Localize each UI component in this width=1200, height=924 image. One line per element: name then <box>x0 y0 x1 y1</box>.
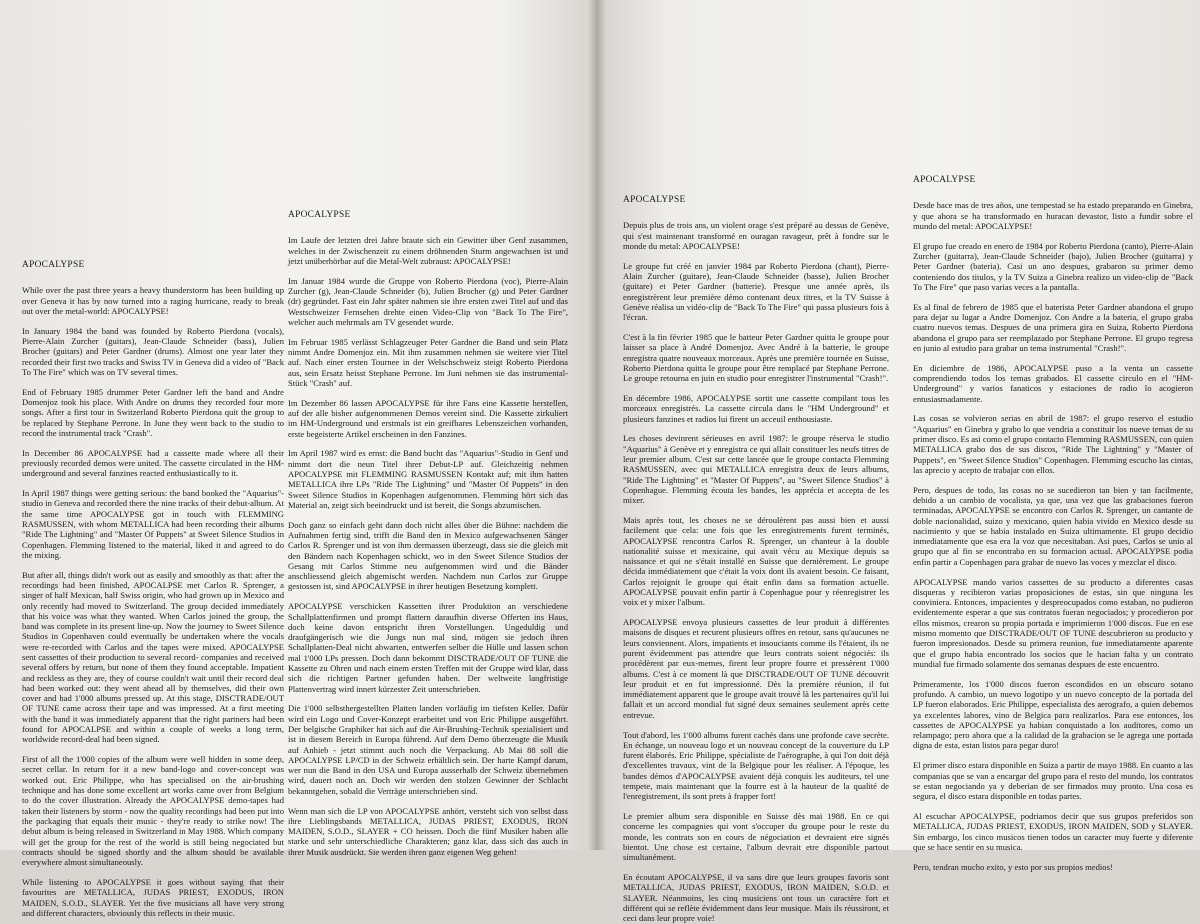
paragraph: El primer disco estara disponible en Suiza a partir de mayo 1988. En cuanto a las companias que se van a encargar del grupo para el resto del mundo, los contratos se estan negociando ya y deberian de ser firmados muy pronto. Una cosa es segura, el disco estara disponible en todas partes. <box>913 760 1193 802</box>
paragraph: Im Laufe der letzten drei Jahre braute sich ein Gewitter über Genf zusammen, welches in der Zwischenzeit zu einem dröhnenden Sturm angewachsen ist und jetzt unüberhörbar auf die Metal-Welt zubraust: APOCALYPSE! <box>288 235 568 266</box>
paragraph: Depuis plus de trois ans, un violent orage s'est préparé au dessus de Genève, qui s'est maintenant transformé en ouragan ravageur, prêt à fondre sur le monde du metal: APOCALYPSE! <box>623 220 889 251</box>
paragraph: In April 1987 things were getting serious: the band booked the "Aquarius"-studio in Geneva and recorded there the nine tracks of their debut-album. At the same time APOCALYPSE got in touch with FLEMMING RASMUSSEN, with whom METALLICA had been recording their albums "Ride The Lightning" and "Master Of Puppets" at Sweet Silence Studios in Copenhagen. Flemming listened to the material, liked it and agreed to do the mixing. <box>22 488 284 560</box>
paragraph: First of all the 1'000 copies of the album were well hidden in some deep, secret cellar. In return for it a new band-logo and cover-concept was worked out. Eric Philippe, who has specialised on the air-brushing technique and has done some excellent art works came over from Belgium to do the cover illustration. Already the APOCALYPSE demo-tapes had taken their listeners by storm - now the quality recordings had been put into the packaging that equals their music - they're ready to strike now! The debut album is being released in Switzerland in May 1988. Which company will get the group for the rest of the world is still being negociated but contracts should be signed shortly and the album should be available everywhere almost simultaneously. <box>22 754 284 868</box>
paragraph: In January 1984 the band was founded by Roberto Pierdona (vocals), Pierre-Alain Zurcher (guitars), Jean-Claude Schneider (bass), Julien Brocher (guitars) and Peter Gardner (drums). Almost one year later they recorded their first two tracks and Swiss TV in Geneva did a video of "Back To The Fire" which was on TV several times. <box>22 325 284 377</box>
paragraph: Im April 1987 wird es ernst: die Band bucht das "Aquarius"-Studio in Genf und nimmt dort die neun Titel ihrer Debut-LP auf. Gleichzeitig nehmen APOCALYPSE mit FLEMMING RASMUSSEN Kontakt auf; mit ihm hatten METALLICA ihre LPs "Ride The Lightning" und "Master Of Puppets" in den Sweet Silence Studios in Kopenhagen aufgenommen. Flemming hört sich das Material an, zeigt sich beeindruckt und ist bereit, die Songs abzumischen. <box>288 448 568 510</box>
paragraph: While listening to APOCALYPSE it goes without saying that their favourites are METALLICA, JUDAS PRIEST, EXODUS, IRON MAIDEN, S.O.D., SLAYER. Yet the five musicians all have very strong and different characters, obviously this reflects in their music. <box>22 876 284 918</box>
paragraph: Primeramente, los 1'000 discos fueron escondidos en un obscuro sotano profundo. A cambio, un nuevo logotipo y un nuevo concepto de la portada del LP fueron elaborados. Eric Philippe, especialista des aerografo, a quien debemos ya excelentes labores, vino de Belgica para realizarlos. Para ese entonces, los cassettes de APOCALYPSE ya habian conquistado a los auditores, como un relampago; pero ahora que a la calidad de la grabacion se le agrega une portada digna de esta, estan listos para pegar duro! <box>913 678 1193 751</box>
paragraph: APOCALYPSE envoya plusieurs cassettes de leur produit à différentes maisons de disques et recurent plusieurs offres en retour, sans qu'aucunes ne leurs conviennent. Alors, impatients et insouciants comme ils l'étaient, ils ne purent évidemment pas attendre que leurs contrats soient négociés: ils procédèrent par eux-memes, firent leur propre fourre et pressèrent 1'000 albums. C'est à ce moment là que DISCTRADE/OUT OF TUNE découvrit leur produit et en fut impressionné. Dès la première réunion, il fut immédiatement apparent que le groupe avait trouvé là les partenaires qu'il lui fallait et un accord mondial fut signé deux semaines seulement après cette entrevue. <box>623 617 889 720</box>
paragraph: En décembre 1986, APOCALYPSE sortit une cassette compilant tous les morceaux enregistrés. La cassette circula dans le "HM Underground" et plusieurs fanzines et radios lui firent un acceuil enthousiaste. <box>623 392 889 424</box>
column-title: APOCALYPSE <box>22 260 85 270</box>
paragraph: Pero, despues de todo, las cosas no se sucedieron tan bien y tan facilmente, debido a un cambio de vocalista, ya que, una vez que las grabaciones fueron terminadas, APOCALYPSE se encontro con Carlos R. Sprenger, un cantante de doble nacionalidad, suizo y mexicano, quien habia vivido en Mexico desde su nacimiento y que se habia instalado en Suiza ultimamente. El grupo decidio inmediatamente que esa era la voz que necesitaban. Asi pues, Carlos se unio al grupo que al fin se encontraba en su formacion actual. APOCALYPSE podia enfin partir a Copenhagen para grabar de nuevo las voces y mezclar el disco. <box>913 484 1193 567</box>
page-fold <box>588 0 606 850</box>
paragraph: Al escuchar APOCALYPSE, podriamos decir que sus grupos preferidos son METALLICA, JUDAS PRIEST, EXODUS, IRON MAIDEN, SOD y SLAYER. Sin embargo, los cinco musicos tienen todos un caracter muy fuerte y diferente que se hace sentir en su musica. <box>913 810 1193 852</box>
paragraph: End of February 1985 drummer Peter Gardner left the band and Andre Domenjoz took his place. With Andre on drums they recorded four more songs. After a first tour in Switzerland Roberto Pierdona quit the group to be replaced by Stephane Perrone. In June they went back to the studio to record the instrumental track "Crash". <box>22 386 284 438</box>
column-spanish <box>913 175 1193 872</box>
paragraph: Tout d'abord, les 1'000 albums furent cachés dans une profonde cave secrète. En échange, un nouveau logo et un nouveau concept de la couverture du LP furent élaborés. Eric Philippe, spécialiste de l'aérographe, à qui l'on doit déjà d'excellentes travaux, vint de la Belgique pour les réaliser. A l'époque, les bandes démos d'APOCALYPSE avaient déjà conquis les auditeurs, tel une tempete, mais maintenant que la fourre est à la hauteur de la qualité de l'enregistrement, ils sont prets à frapper fort! <box>623 729 889 802</box>
paragraph: APOCALYPSE verschicken Kassetten ihrer Produktion an verschiedene Schallplattenfirmen und prompt flattern daraufhin diverse Offerten ins Haus, doch keine davon entspricht ihren Vorstellungen. Ungeduldig und draufgängerisch wie die Jungs nun mal sind, mögen sie jedoch ihren Schallplatten-Deal nicht abwarten, entwerfen selber die Hülle und lassen schon mal 1'000 LPs pressen. Doch dann bekommt DISCTRADE/OUT OF TUNE die Kassette zu Ohren und nach einem ersten Treffen mit der Gruppe wird klar, dass sich die richtigen Partner gefunden haben. Der weltweite langfristige Plattenvertrag wird innert kürzester Zeit unterschrieben. <box>288 601 568 694</box>
paragraph: Wenn man sich die LP von APOCALYPSE anhört, versteht sich von selbst dass ihre Lieblingsbands METALLICA, JUDAS PRIEST, EXODUS, IRON MAIDEN, S.O.D., SLAYER + CO heissen. Doch die fünf Musiker haben alle starke und sehr unterschiedliche Charakteren; ganz klar, dass sich das auch in ihrer Musik ausdrückt. Sie werden ihren ganz eigenen Weg gehen! <box>288 805 568 857</box>
column-title: APOCALYPSE <box>288 210 351 220</box>
paragraph: En diciembre de 1986, APOCALYPSE puso a la venta un cassette comprendiendo todos los temas grabados. El cassette circulo en el "HM-Underground" y varios fanaticos y estaciones de radio lo acogieron entusiasmadamente. <box>913 362 1193 404</box>
paragraph: Im Februar 1985 verlässt Schlagzeuger Peter Gardner die Band und sein Platz nimmt Andre Domenjoz ein. Mit ihm zusammen nehmen sie weitere vier Titel auf. Nach einer ersten Tournee in der Welschschweiz steigt Roberto Pierdona aus, sein Ersatz heisst Stephane Perrone. Im Juni nehmen sie das instrumental-Stück "Crash" auf. <box>288 336 568 388</box>
paragraph: But after all, things didn't work out as easily and smoothly as that: after the recordings had been finished, APOCALPSE met Carlos R. Sprenger, a singer of half Mexican, half Swiss origin, who had grown up in Mexico and only recently had moved to Switzerland. The group decided immediately that his voice was what they wanted. When Carlos joined the group, the band was complete in its present line-up. Now the journey to Sweet Silence Studios in Copenhaven could eventually be undertaken where the vocals were re-recorded with Carlos and the tapes were mixed. APOCALYPSE sent cassettes of their production to several record- companies and received several offers by return, but none of them they found acceptable. Impatient and reckless as they are, they of course couldn't wait until their record deal had been worked out: they went ahead all by themselves, did their own cover and had 1'000 albums pressed up. At this stage, DISCTRADE/OUT OF TUNE came across their tape and was impressed. At a first meeting with the band it was immediately apparent that the right partners had been found for APOCALPSE and within a couple of weeks a long term, worldwide record-deal had been signed. <box>22 569 284 745</box>
paragraph: El grupo fue creado en enero de 1984 por Roberto Pierdona (canto), Pierre-Alain Zurcher (guitarra), Jean-Claude Schneider (bajo), Julien Brocher (guitarra) y Peter Gardner (bateria). Casi un ano despues, grabaron su primer demo conteniendo dos titulos, y la TV Suiza a Ginebra realizo un video-clip de "Back To The Fire" que paso varias veces a la pantalla. <box>913 240 1193 292</box>
paragraph: Le premier album sera disponible en Suisse dès mai 1988. En ce qui concerne les compagnies qui vont s'occuper du groupe pour le reste du monde, les contrats son en cours de négociation et devraient etre signés bientot. Une chose est certaine, l'album devrait etre disponible partout simultanément. <box>623 811 889 863</box>
paragraph: APOCALYPSE mando varios cassettes de su producto a diferentes casas disqueras y recibieron varias proposiciones de estas, sin que ninguna les conviniera. Entonces, impacientes y despreocupados como estaban, no pudieron evidentemente esperar a que sus contratos fueran negociados; y procedieron por ellos mismos, crearon su propia portada e imprimieron 1'000 discos. Fue en ese mismo momento que DISCTRADE/OUT OF TUNE descubrieron su producto y fueron impresionados. Desde su primera reunion, fue inmediatamente aparente que el grupo habia encontrado los socios que le hacian falta y un contrato mundial fue firmado solamente dos semanas despues de este encuentro. <box>913 576 1193 669</box>
paragraph: Les choses devinrent sérieuses en avril 1987: le groupe réserva le studio "Aquarius" à Genève et y enregistra ce qui allait constituer les neufs titres de leur premier album. C'est sur cette lancée que le groupe contacta Flemming RASMUSSEN, avec qui METALLICA enregistra deux de leurs albums, "Ride The Lightning" et "Master Of Puppets", au "Sweet Silence Studios" à Copenhague. Flemming écouta les bandes, les apprécia et accepta de les mixer. <box>623 433 889 506</box>
paragraph: Im Januar 1984 wurde die Gruppe von Roberto Pierdona (voc), Pierre-Alain Zurcher (g), Jean-Claude Schneider (b), Julien Brocher (g) und Peter Gardner (dr) gegründet. Fast ein Jahr später nahmen sie ihre ersten zwei Titel auf und das Westschweizer Fernsehen drehte einen Video-Clip von "Back To The Fire", welcher auch mehrmals am TV gesendet wurde. <box>288 275 568 327</box>
paragraph: While over the past three years a heavy thunderstorm has been building up over Geneva it has by now turned into a raging hurricane, ready to break out over the metal-world: APOCALYPSE! <box>22 285 284 316</box>
paragraph: C'est à la fin février 1985 que le batteur Peter Gardner quitta le groupe pour laisser sa place à André Domenjoz. Avec André à la batterie, le groupe enregistra quatre nouveaux morceaux. Après une première tournée en Suisse, Roberto Pierdona quitta le groupe pour être remplacé par Stephane Perrone. Le groupe retourna en juin en studio pour enregistrer l'instrumental "Crash!". <box>623 331 889 384</box>
column-german <box>288 210 568 857</box>
paragraph: Pero, tendran mucho exito, y esto por sus propios medios! <box>913 861 1113 872</box>
column-french <box>623 195 889 924</box>
paragraph: In December 86 APOCALYPSE had a cassette made where all their previously recorded demos were united. The cassette circulated in the HM-underground and several fanzines reacted enthusiastically to it. <box>22 447 284 479</box>
column-title: APOCALYPSE <box>623 195 686 205</box>
paragraph: Die 1'000 selbsthergestellten Platten landen vorläufig im tiefsten Keller. Dafür wird ein Logo und Cover-Konzept erarbeitet und von Eric Philippe ausgeführt. Der belgische Graphiker hat sich auf die Air-Brushing-Technik spezialisiert und ist in diesem Bereich in Europa führend. Auf dem Demo überzeugte die Musik auf Anhieb - jetzt stimmt auch noch die Verpackung. Ab Mai 88 soll die APOCALYPSE LP/CD in der Schweiz erhältlich sein. Der harte Kampf darum, wer nun die Band in den USA und Europa ausserhalb der Schweiz übernehmen wird, dauert noch an. Doch wir werden den stolzen Gewinner der Schlacht bekanntgeben, sobald die Verträge unterschrieben sind. <box>288 703 568 796</box>
paragraph: Desde hace mas de tres años, une tempestad se ha estado preparando en Ginebra, y que ahora se ha transformado en huracan devastor, listo a fundir sobre el mundo del metal: APOCALYPSE! <box>913 200 1193 231</box>
paragraph: Le groupe fut créé en janvier 1984 par Roberto Pierdona (chant), Pierre-Alain Zurcher (guitare), Jean-Claude Schneider (basse), Julien Brocher (guitare) et Peter Gardner (batterie). Presque une année après, ils enregistrèrent leur première démo contenant deux titres, et la TV Suisse à Genève réalisa un vidéo-clip de "Back To The Fire" qui passa plusieurs fois à l'écran. <box>623 260 889 323</box>
paragraph: Mais après tout, les choses ne se déroulèrent pas aussi bien et aussi facilement que cela: une fois que les enregistrements furent terminés, APOCALYPSE rencontra Carlos R. Sprenger, un chanteur à la double nationalité suisse et mexicaine, qui avait vécu au Mexique depuis sa naissance et qui ne s'était installé en Suisse que dernièrement. Le groupe décida immédiatement que c'était la voix dont ils avaient besoin. Ce faisant, Carlos rejoignit le groupe qui était enfin dans sa formation actuelle. APOCALYPSE pouvait enfin partir à Copenhague pour y réenregistrer les voix et y mixer l'album. <box>623 514 889 608</box>
paragraph: Doch ganz so einfach geht dann doch nicht alles über die Bühne: nachdem die Aufnahmen fertig sind, trifft die Band den in Mexico aufgewachsenen Sänger Carlos R. Sprenger und ist von ihm dermassen überzeugt, dass sie die gleich mit den Bändern nach Kopenhagen schickt, wo in den Sweet Silence Studios der Gesang mit Carlos Stimme neu aufgenommen wird und die Bänder anschliessend gleich abgemischt werden. Nachdem nun Carlos zur Gruppe gestossen ist, sind APOCALYPSE in ihrer heutigen Besetzung komplett. <box>288 519 568 592</box>
column-title: APOCALYPSE <box>913 175 976 185</box>
paragraph: Las cosas se volvieron serias en abril de 1987: el grupo reservo el estudio "Aquarius" en Ginebra y grabo lo que vendria a constituir los nueve temas de su primer disco. Es asi como el grupo contacto Flemming RASMUSSEN, con quien METALLICA grabo dos de sus discos, "Ride The Lightning" y "Master of Puppets", en "Sweet Silence Studios" Copenhagen. Flemming escucho las cintas, las aprecio y acepto de trabajar con ellos. <box>913 413 1193 475</box>
paragraph: Im Dezember 86 lassen APOCALYPSE für ihre Fans eine Kassette herstellen, auf der alle bisher aufgenommenen Demos vereint sind. Die Kassette zirkuliert im HM-Underground und erstmals ist ein greifbares Lebenszeichen vorhanden, erste begeisterte Artikel erscheinen in den Fanzines. <box>288 397 568 439</box>
paragraph: Es al final de febrero de 1985 que el baterista Peter Gardner abandona el grupo para dejar su lugar a Andre Domenjoz. Con Andre a la bateria, el grupo graba cuatro nuevos temas. Despues de una primera gira en Suiza, Roberto Pierdona abandona el grupo para ser reemplazado por Stephane Perrone. El grupo regresa en junio al estudio para grabar un tema instrumental "Crash!". <box>913 301 1193 353</box>
paragraph: En écoutant APOCALYPSE, il va sans dire que leurs groupes favoris sont METALLICA, JUDAS PRIEST, EXODUS, IRON MAIDEN, S.O.D. et SLAYER. Néanmoins, les cinq musiciens ont tous un caractère fort et différent qui se reflète évidemment dans leur musique. Mais ils réussiront, et ceci dans leur propre voie! <box>623 872 889 924</box>
column-english <box>22 260 284 918</box>
